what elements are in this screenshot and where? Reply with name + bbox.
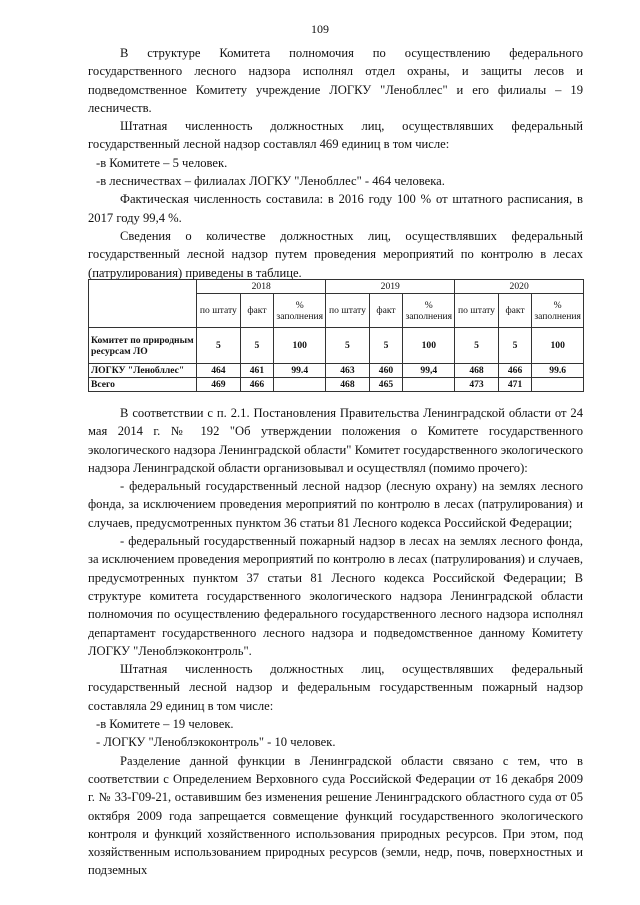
table-cell: 473 (455, 378, 498, 392)
staffing-table (88, 279, 584, 392)
subheader-percent: % заполнения (274, 294, 326, 328)
paragraph-forest-supervision: - федеральный государственный лесной надзор (лесную охрану) на землях лесного фонда, за исключением проведения мероприятий по контролю в лесах (патрулирования) и случаев, предусмотренных пунктом 36 статьи 81 Лесного кодекса Российской Федерации; (88, 479, 583, 530)
page-number: 109 (311, 22, 329, 36)
table-cell: 466 (498, 364, 532, 378)
table-cell: 460 (369, 364, 403, 378)
year-header: 2020 (455, 280, 584, 294)
subheader-actual: факт (369, 294, 403, 328)
table-cell: 468 (326, 378, 369, 392)
table-cell: 471 (498, 378, 532, 392)
paragraph-structure: В структуре Комитета полномочия по осуществлению федерального государственного лесного надзора исполнял отдел охраны, и защиты лесов и подведомственное Комитету учреждение ЛОГКУ "Ленобллес" и его филиалы – 19 лесничеств. (88, 46, 583, 115)
year-header: 2019 (326, 280, 455, 294)
paragraph-staffing-2: Штатная численность должностных лиц, осуществлявших федеральный государственный лесной надзор и федеральным государственным пожарный надзор составляла 29 единиц в том числе: (88, 662, 583, 713)
year-header: 2018 (197, 280, 326, 294)
table-cell: 5 (455, 328, 498, 364)
subheader-planned: по штату (455, 294, 498, 328)
table-cell: 465 (369, 378, 403, 392)
table-cell: 100 (532, 328, 584, 364)
table-cell: 100 (274, 328, 326, 364)
row-label: Всего (89, 378, 197, 392)
table-cell: 5 (197, 328, 240, 364)
table-cell: 463 (326, 364, 369, 378)
table-cell: 5 (240, 328, 274, 364)
table-cell: 5 (369, 328, 403, 364)
table-cell: 466 (240, 378, 274, 392)
table-year-row (89, 280, 584, 294)
table-cell: 99,4 (403, 364, 455, 378)
table-corner-cell (89, 280, 197, 328)
subheader-actual: факт (498, 294, 532, 328)
text-block-bottom (88, 404, 583, 880)
table-cell: 464 (197, 364, 240, 378)
subheader-percent: % заполнения (403, 294, 455, 328)
subheader-actual: факт (240, 294, 274, 328)
row-label: Комитет по природным ресурсам ЛО (89, 328, 197, 364)
paragraph-staffing: Штатная численность должностных лиц, осуществлявших федеральный государственный лесной надзор составлял 469 единиц в том числе: (88, 119, 583, 152)
table-cell (274, 378, 326, 392)
table-cell: 99.6 (532, 364, 584, 378)
list-item: - ЛОГКУ "Леноблэкоконтроль" - 10 человек. (96, 735, 336, 750)
table-cell: 468 (455, 364, 498, 378)
table-cell: 5 (326, 328, 369, 364)
paragraph-table-intro: Сведения о количестве должностных лиц, осуществлявших федеральный государственный лесной надзор путем проведения мероприятий по контролю в лесах (патрулирования) приведены в таблице. (88, 228, 583, 280)
table-cell: 461 (240, 364, 274, 378)
paragraph-regulation: В соответствии с п. 2.1. Постановления Правительства Ленинградской области от 24 мая 2014 г. № 192 "Об утверждении положения о Комитете государственного экологического надзора Ленинградской области" Комитет государственного экологического надзора Ленинградской области организовывал и осуществлял (помимо прочего): (88, 406, 583, 475)
subheader-percent: % заполнения (532, 294, 584, 328)
subheader-planned: по штату (326, 294, 369, 328)
table-cell (532, 378, 584, 392)
paragraph-separation: Разделение данной функции в Ленинградской области связано с тем, что в соответствии с Определением Верховного суда Российской Федерации от 16 декабря 2009 г. № 33-Г09-21, оставившим без изменения решение Ленинградского областного суда от 05 октября 2009 года запрещается совмещение функций государственного экологического контроля и функций хозяйственного использования природных ресурсов. При этом, под хозяйственным использованием природных ресурсов (земли, недр, почв, поверхностных и подземных (88, 753, 583, 878)
list-item: -в Комитете – 19 человек. (96, 717, 234, 732)
row-label: ЛОГКУ "Ленобллес" (89, 364, 197, 378)
subheader-planned: по штату (197, 294, 240, 328)
paragraph-actual: Фактическая численность составила: в 2016 году 100 % от штатного расписания, в 2017 году 99,4 %. (88, 192, 583, 225)
table-row-total (89, 378, 584, 392)
table-cell: 99.4 (274, 364, 326, 378)
table-row (89, 364, 584, 378)
text-block-top (88, 44, 583, 282)
table-cell: 5 (498, 328, 532, 364)
list-item: -в лесничествах – филиалах ЛОГКУ "Ленобллес" - 464 человека. (96, 174, 445, 189)
table-cell: 100 (403, 328, 455, 364)
list-item: -в Комитете – 5 человек. (96, 155, 228, 170)
table-cell (403, 378, 455, 392)
table-row (89, 328, 584, 364)
table-cell: 469 (197, 378, 240, 392)
paragraph-fire-supervision: - федеральный государственный пожарный надзор в лесах на землях лесного фонда, за исключением проведения мероприятий по контролю в лесах (патрулирования) и случаев, предусмотренных пунктом 37 статьи 81 Лесного кодекса Российской Федерации; В структуре комитета государственного экологического надзора Ленинградской области полномочия по осуществлению федерального государственного лесного надзора исполнял департамент государственного лесного надзора и подведомственное данному Комитету ЛОГКУ "Леноблэкоконтроль". (88, 534, 583, 658)
